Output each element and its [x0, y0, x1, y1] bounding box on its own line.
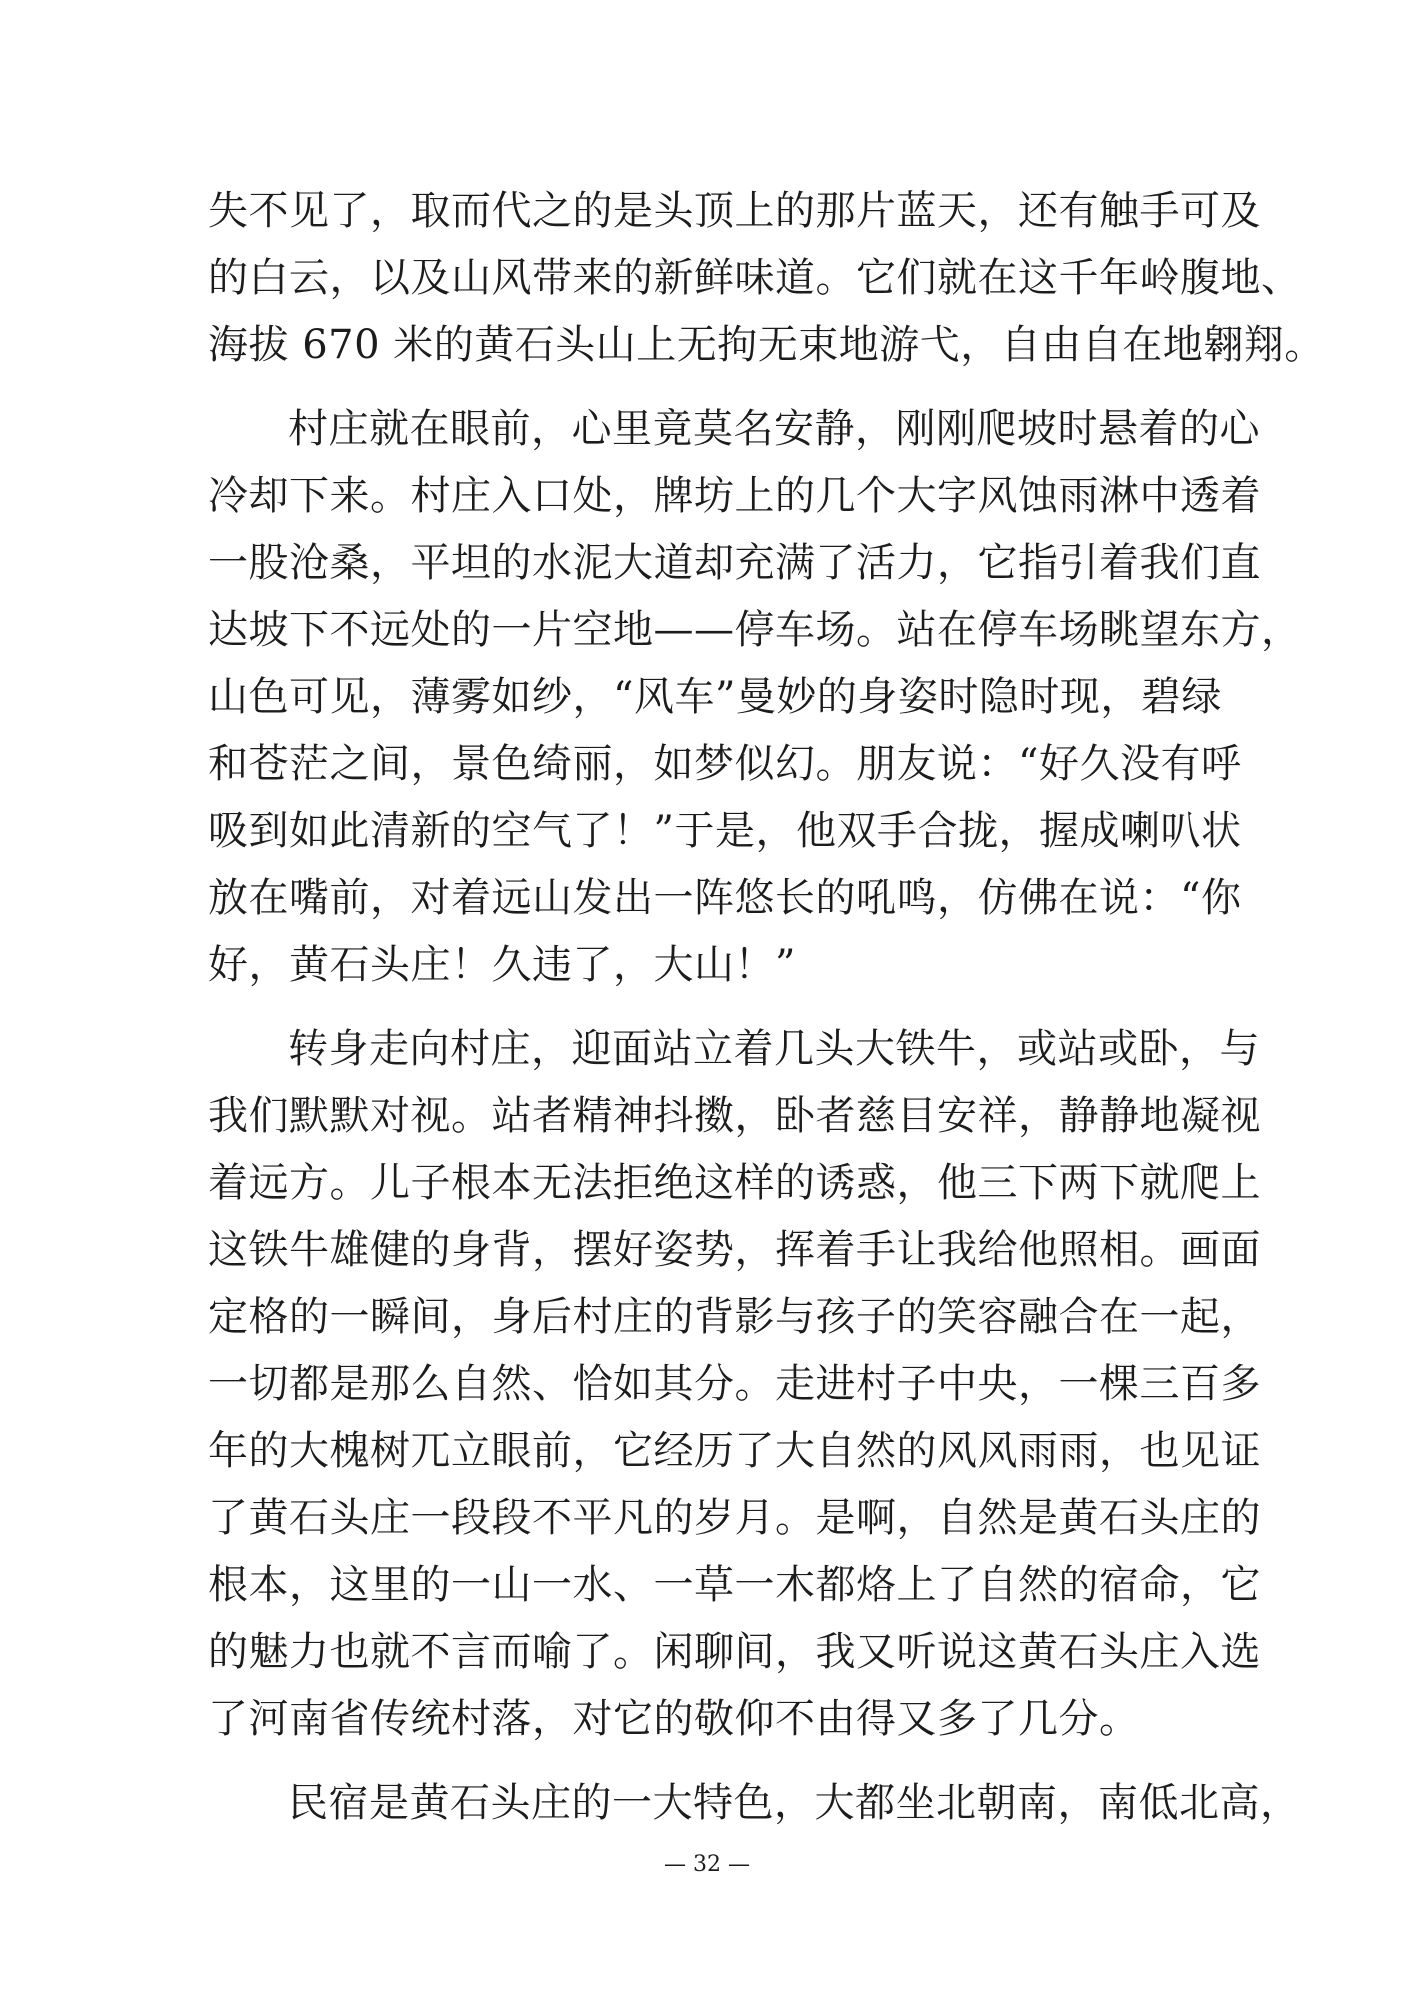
text-line: 转身走向村庄，迎面站立着几头大铁牛，或站或卧，与	[288, 1026, 1260, 1072]
text-line: 定格的一瞬间，身后村庄的背影与孩子的笑容融合在一起，	[208, 1294, 1261, 1340]
text-line: 放在嘴前，对着远山发出一阵悠长的吼鸣，仿佛在说：“你	[208, 875, 1242, 921]
text-line: 吸到如此清新的空气了！”于是，他双手合拢，握成喇叭状	[208, 808, 1242, 854]
text-line: 一股沧桑，平坦的水泥大道却充满了活力，它指引着我们直	[208, 540, 1261, 586]
paragraph-3	[208, 1016, 1261, 1753]
text-line: 一切都是那么自然、恰如其分。走进村子中央，一棵三百多	[208, 1361, 1261, 1407]
paragraph-4	[208, 1770, 1301, 1837]
text-line: 海拔 670 米的黄石头山上无拘无束地游弋，自由自在地翱翔。	[208, 322, 1325, 368]
text-line: 的魅力也就不言而喻了。闲聊间，我又听说这黄石头庄入选	[208, 1629, 1261, 1675]
text-line: 了河南省传统村落，对它的敬仰不由得又多了几分。	[208, 1696, 1140, 1742]
text-line: 好，黄石头庄！久违了，大山！”	[208, 942, 796, 988]
paragraph-2	[208, 396, 1302, 999]
text-line: 根本，这里的一山一水、一草一木都烙上了自然的宿命，它	[208, 1562, 1261, 1608]
text-line: 这铁牛雄健的身背，摆好姿势，挥着手让我给他照相。画面	[208, 1227, 1261, 1273]
paragraph-1	[208, 178, 1325, 379]
text-line: 山色可见，薄雾如纱，“风车”曼妙的身姿时隐时现，碧绿	[208, 674, 1222, 720]
text-line: 我们默默对视。站者精神抖擞，卧者慈目安祥，静静地凝视	[208, 1093, 1261, 1139]
page-number: — 32 —	[664, 1852, 750, 1877]
body-text	[208, 178, 1325, 1837]
text-line: 的白云，以及山风带来的新鲜味道。它们就在这千年岭腹地、	[208, 255, 1302, 301]
text-line: 和苍茫之间，景色绮丽，如梦似幻。朋友说：“好久没有呼	[208, 741, 1242, 787]
text-line: 达坡下不远处的一片空地——停车场。站在停车场眺望东方，	[208, 607, 1302, 653]
text-line: 民宿是黄石头庄的一大特色，大都坐北朝南，南低北高，	[288, 1780, 1301, 1826]
text-line: 年的大槐树兀立眼前，它经历了大自然的风风雨雨，也见证	[208, 1428, 1261, 1474]
text-line: 着远方。儿子根本无法拒绝这样的诱惑，他三下两下就爬上	[208, 1160, 1261, 1206]
text-line: 失不见了，取而代之的是头顶上的那片蓝天，还有触手可及	[208, 188, 1261, 234]
text-line: 冷却下来。村庄入口处，牌坊上的几个大字风蚀雨淋中透着	[208, 473, 1261, 519]
text-line: 村庄就在眼前，心里竟莫名安静，刚刚爬坡时悬着的心	[288, 406, 1260, 452]
text-line: 了黄石头庄一段段不平凡的岁月。是啊，自然是黄石头庄的	[208, 1495, 1261, 1541]
